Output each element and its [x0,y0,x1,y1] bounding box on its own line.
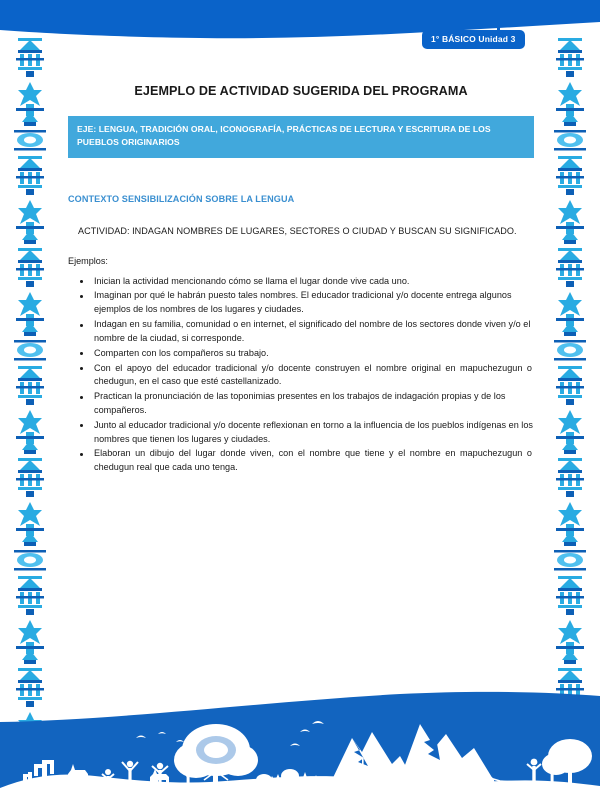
examples-label: Ejemplos: [68,255,108,266]
activity-bullet-list [68,275,534,475]
right-border-pattern [544,38,596,728]
left-decorative-border [4,38,56,728]
list-item: Elaboran un dibujo del lugar donde viven, con el nombre que tiene y el nombre en mapuchezugun o chedugun real que cada uno tenga. [68,447,534,475]
activity-line: ACTIVIDAD: INDAGAN NOMBRES DE LUGARES, SECTORES O CIUDAD Y BUSCAN SU SIGNIFICADO. [78,225,517,236]
page-title: EJEMPLO DE ACTIVIDAD SUGERIDA DEL PROGRAMA [134,84,468,98]
left-border-pattern [4,38,56,728]
list-item: Con el apoyo del educador tradicional y/o docente construyen el nombre original en mapuchezugun o chedugun, en el caso que esté castellanizado. [68,362,534,390]
list-item: Indagan en su familia, comunidad o en internet, el significado del nombre de los sectores donde viven y/o el nombre de la ciudad, si corresponde. [68,318,534,346]
list-item: Practican la pronunciación de las toponimias presentes en los trabajos de indagación propias y de los compañeros. [68,390,534,418]
eje-banner: EJE: LENGUA, TRADICIÓN ORAL, ICONOGRAFÍA, PRÁCTICAS DE LECTURA Y ESCRITURA DE LOS PUEBLOS ORIGINARIOS [68,116,534,158]
footer-landscape [0,680,600,800]
right-decorative-border [544,38,596,728]
document-content [68,84,534,476]
list-item: Junto al educador tradicional y/o docente reflexionan en torno a la influencia de los pueblos indígenas en los nombres que tienen los lugares y ciudades. [68,419,534,447]
list-item: Imaginan por qué le habrán puesto tales nombres. El educador tradicional y/o docente entrega algunos ejemplos de los nombres de los lugares y ciudades. [68,289,534,317]
context-heading: CONTEXTO SENSIBILIZACIÓN SOBRE LA LENGUA [68,193,295,204]
unit-badge: 1° BÁSICO Unidad 3 [422,30,525,49]
list-item: Comparten con los compañeros su trabajo. [68,347,534,361]
list-item: Inician la actividad mencionando cómo se llama el lugar donde vive cada uno. [68,275,534,289]
